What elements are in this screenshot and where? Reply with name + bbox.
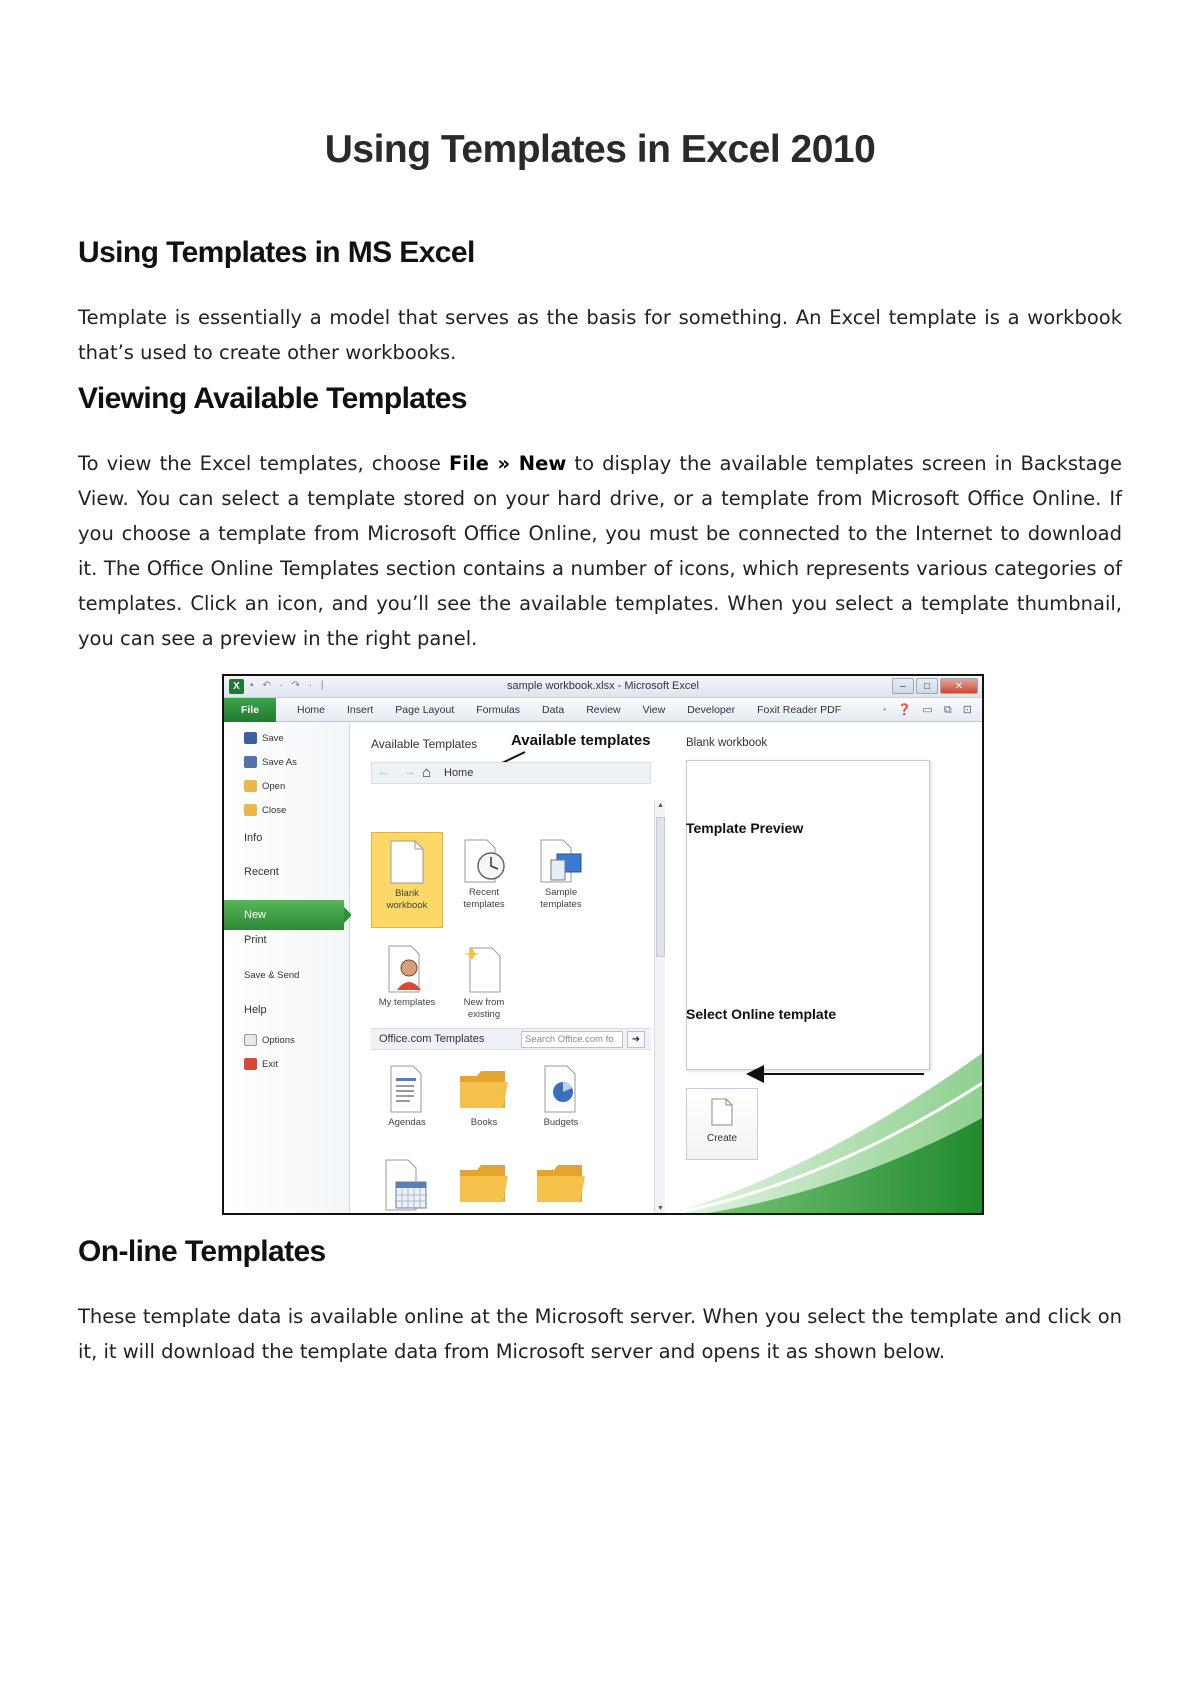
section-heading-online-templates: On-line Templates	[78, 1235, 326, 1268]
nav-open[interactable]	[244, 780, 285, 792]
nav-save[interactable]	[244, 732, 284, 744]
ribbon-tabs	[224, 698, 982, 722]
tile-existing-label-1: New from	[463, 997, 505, 1008]
nav-open-label: Open	[262, 780, 286, 792]
tile-agendas-label: Agendas	[388, 1117, 426, 1128]
select-online-template-label: Select Online template	[686, 1006, 837, 1022]
home-link[interactable]: Home	[444, 767, 474, 779]
nav-close[interactable]	[244, 804, 286, 816]
nav-close-label: Close	[262, 804, 287, 816]
tile-recent-label-2: templates	[463, 899, 505, 910]
tab-data[interactable]: Data	[542, 703, 565, 716]
online-template-arrow-icon	[744, 1064, 926, 1084]
intro-paragraph: Template is essentially a model that serves as the basis for something. An Excel template is a workbook that’s used to create other workbooks.	[78, 306, 1122, 364]
tile-blank-label-2: workbook	[386, 900, 428, 911]
tile-recent-label-1: Recent	[468, 887, 500, 898]
excel-logo-icon: X	[229, 679, 244, 694]
ribbon-help-icons[interactable]: ◦ ❓ ▭ ⧉ ⊡	[882, 703, 976, 716]
section-heading-using-templates: Using Templates in MS Excel	[78, 236, 475, 269]
nav-info[interactable]: Info	[244, 832, 263, 844]
tab-file[interactable]: File	[224, 698, 276, 722]
available-templates-callout: Available templates	[511, 732, 651, 749]
nav-save-send[interactable]: Save & Send	[244, 970, 300, 981]
window-titlebar	[224, 676, 982, 698]
tile-recent-templates[interactable]	[448, 832, 520, 928]
scroll-down-icon[interactable]: ▼	[657, 1205, 664, 1212]
window-title: sample workbook.xlsx - Microsoft Excel	[507, 680, 699, 692]
tile-folder-a[interactable]	[448, 1152, 520, 1214]
create-document-icon	[710, 1097, 734, 1127]
viewing-text-start: To view the Excel templates, choose	[78, 452, 449, 475]
search-go-button[interactable]: ➜	[627, 1031, 645, 1048]
nav-save-label: Save	[262, 732, 284, 744]
available-templates-panel	[351, 722, 665, 1215]
page-title: Using Templates in Excel 2010	[324, 128, 876, 171]
tile-my-templates-label: My templates	[378, 997, 436, 1008]
tile-sample-label-2: templates	[540, 899, 582, 910]
scroll-up-icon[interactable]: ▲	[657, 802, 664, 809]
tab-foxit-reader-pdf[interactable]: Foxit Reader PDF	[757, 703, 842, 716]
tile-blank-label-1: Blank	[395, 888, 419, 899]
tile-folder-b[interactable]	[525, 1152, 597, 1214]
section-heading-viewing-templates: Viewing Available Templates	[78, 382, 467, 415]
nav-save-as[interactable]	[244, 756, 297, 768]
nav-exit[interactable]	[244, 1058, 278, 1070]
nav-help[interactable]: Help	[244, 1004, 267, 1016]
office-com-templates-bar	[371, 1028, 651, 1050]
templates-scrollbar[interactable]	[654, 801, 665, 1213]
options-icon	[244, 1034, 257, 1046]
my-templates-icon	[385, 944, 429, 994]
close-button[interactable]: ✕	[940, 678, 978, 694]
online-paragraph: These template data is available online at the Microsoft server. When you select the template and click on it, it will download the template data from Microsoft server and opens it as shown below.	[78, 1305, 1122, 1363]
tile-calendar[interactable]	[371, 1152, 443, 1214]
nav-new[interactable]: New	[224, 900, 344, 930]
quick-access-toolbar[interactable]: ▪ ↶ · ↷ · |	[250, 680, 327, 691]
nav-recent[interactable]: Recent	[244, 866, 279, 878]
blank-workbook-icon	[389, 839, 425, 885]
tile-sample-label-1: Sample	[544, 887, 578, 898]
preview-panel	[666, 722, 984, 1215]
template-preview-label: Template Preview	[686, 820, 804, 836]
recent-templates-icon	[461, 838, 507, 884]
sample-templates-icon	[537, 838, 585, 884]
budgets-icon	[539, 1064, 583, 1114]
nav-save-as-label: Save As	[262, 756, 297, 768]
nav-options-label: Options	[262, 1034, 295, 1046]
tab-page-layout[interactable]: Page Layout	[395, 703, 455, 716]
office-search-input[interactable]: Search Office.com fo	[521, 1031, 623, 1048]
category-folder-icon	[534, 1158, 588, 1204]
available-templates-heading: Available Templates	[371, 737, 478, 751]
create-button-label: Create	[706, 1133, 737, 1144]
tile-budgets[interactable]	[525, 1058, 597, 1136]
backstage-nav	[224, 722, 350, 1215]
viewing-paragraph	[78, 446, 1122, 656]
tile-books[interactable]	[448, 1058, 520, 1136]
tile-blank-workbook[interactable]	[371, 832, 443, 928]
open-folder-icon	[244, 780, 257, 792]
save-as-icon	[244, 756, 257, 768]
nav-options[interactable]	[244, 1034, 295, 1046]
file-new-command: File » New	[448, 452, 567, 475]
tab-insert[interactable]: Insert	[347, 703, 374, 716]
tile-budgets-label: Budgets	[543, 1117, 579, 1128]
window-controls	[892, 678, 978, 694]
books-folder-icon	[457, 1064, 511, 1114]
agendas-icon	[385, 1064, 429, 1114]
tile-my-templates[interactable]	[371, 938, 443, 1024]
new-from-existing-icon	[462, 944, 506, 994]
template-preview-box	[686, 760, 930, 1070]
back-forward-icon[interactable]: ← →	[378, 766, 422, 778]
viewing-text-end: to display the available templates screen in Backstage View. You can select a template stored on your hard drive, or a template from Microsoft Office Online. If you choose a template from Microsoft Office Online, you must be connected to the Internet to download it. The Office Online Templates section contains a number of icons, which represents various categories of templates. Click an icon, and you’ll see the available templates. When you select a template thumbnail, you can see a preview in the right panel.	[78, 452, 1122, 650]
category-folder-icon	[457, 1158, 511, 1204]
tile-books-label: Books	[470, 1117, 498, 1128]
nav-exit-label: Exit	[262, 1058, 278, 1070]
minimize-button[interactable]: –	[892, 678, 914, 694]
tab-formulas[interactable]: Formulas	[476, 703, 521, 716]
maximize-button[interactable]: □	[916, 678, 938, 694]
tab-developer[interactable]: Developer	[687, 703, 736, 716]
tab-home[interactable]: Home	[297, 703, 326, 716]
excel-screenshot	[222, 674, 984, 1215]
close-folder-icon	[244, 804, 257, 816]
save-icon	[244, 732, 257, 744]
scroll-thumb[interactable]	[656, 817, 665, 957]
nav-print[interactable]: Print	[244, 934, 267, 946]
home-icon[interactable]: ⌂	[422, 764, 432, 781]
exit-icon	[244, 1058, 257, 1070]
template-breadcrumb	[371, 762, 651, 784]
tile-existing-label-2: existing	[467, 1009, 501, 1020]
calendar-icon	[382, 1158, 432, 1214]
tab-review[interactable]: Review	[586, 703, 621, 716]
tile-sample-templates[interactable]	[525, 832, 597, 928]
office-com-templates-label: Office.com Templates	[379, 1033, 485, 1045]
tab-view[interactable]: View	[642, 703, 666, 716]
tile-new-from-existing[interactable]	[448, 938, 520, 1034]
tile-agendas[interactable]	[371, 1058, 443, 1136]
preview-heading: Blank workbook	[686, 737, 768, 749]
create-button[interactable]	[686, 1088, 758, 1160]
